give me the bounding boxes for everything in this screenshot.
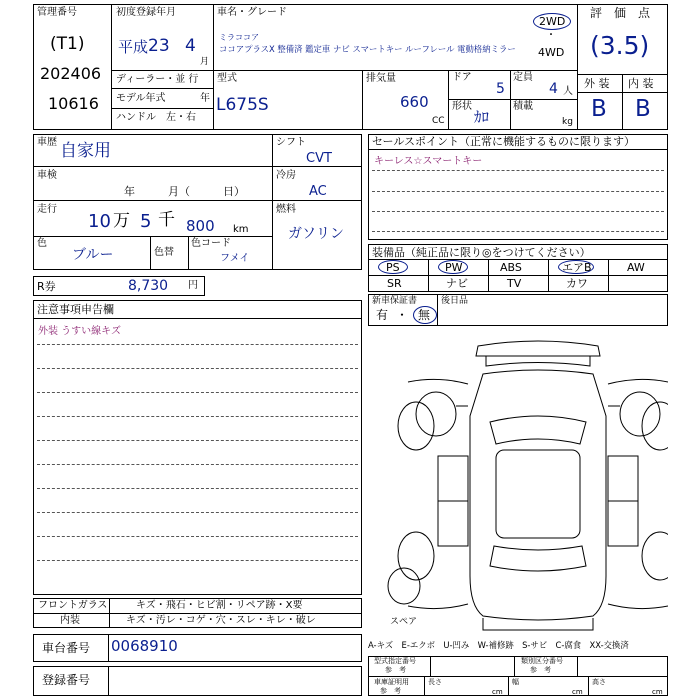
door: 5	[496, 81, 505, 97]
kanri-num1: 202406	[40, 64, 102, 83]
katashiki: L675S	[216, 95, 269, 115]
sales-label: セールスポイント（正常に機能するものに限ります）	[372, 135, 636, 148]
drive-dot: ・	[546, 30, 556, 41]
sen: 千	[158, 210, 175, 230]
notes-line1: 外装 うすい線キズ	[38, 326, 121, 337]
nenryo: ガソリン	[288, 226, 344, 242]
model-year-label: モデル年式	[116, 93, 166, 104]
color-label: 色	[37, 238, 47, 249]
haba: 幅	[512, 678, 519, 686]
sekisai-label: 積載	[513, 101, 533, 112]
drive-4wd: 4WD	[538, 46, 565, 59]
score-int-label: 内 装	[628, 77, 654, 90]
equip-ps: PS	[386, 261, 400, 274]
katashiki-shitei-label: 型式指定番号	[374, 657, 416, 665]
warranty-ari: 有	[376, 308, 389, 322]
sanko2: 参 考	[530, 666, 551, 674]
equip-tv: TV	[507, 277, 522, 290]
sanko1: 参 考	[385, 666, 406, 674]
keijo: ｶﾛ	[474, 108, 490, 126]
mileage-rest: 800	[186, 217, 215, 235]
score-ext: B	[591, 96, 607, 122]
mileage-man: 10	[88, 211, 111, 232]
score-ext-label: 外 装	[584, 77, 610, 90]
ruibetsu-label: 類別区分番号	[521, 657, 563, 665]
reg-label: 初度登録年月	[116, 7, 176, 18]
warranty-label: 新車保証書	[372, 296, 418, 306]
warranty-nashi-circle	[413, 306, 437, 324]
rekki: 自家用	[60, 141, 111, 161]
chassis-label: 車台番号	[42, 641, 91, 655]
nenryo-label: 燃料	[276, 204, 296, 215]
equip-abs: ABS	[500, 261, 522, 274]
kanri-label: 管理番号	[37, 7, 77, 18]
nagasa: 長さ	[428, 678, 442, 686]
haba-cm: cm	[572, 688, 583, 696]
fg-label: フロントガラス	[38, 600, 108, 611]
chassis: 0068910	[111, 637, 178, 655]
fg-text: キズ・飛石・ヒビ割・リペア跡・X要	[136, 600, 303, 611]
nagasa-cm: cm	[492, 688, 503, 696]
haiki: 660	[400, 93, 429, 111]
equip-navi: ナビ	[446, 277, 468, 290]
sales-line1: キーレス☆スマートキー	[374, 156, 483, 167]
colorcode-label: 色コード	[191, 238, 231, 249]
cc-unit: CC	[432, 116, 445, 126]
yen-unit: 円	[188, 280, 198, 291]
handle-label: ハンドル 左・右	[116, 112, 196, 123]
score-value: (3.5)	[590, 31, 650, 60]
shaken-label: 車検	[37, 170, 57, 181]
km-unit: km	[233, 224, 249, 235]
colorcode: フメイ	[220, 253, 250, 264]
sanko3: 参 考	[380, 687, 401, 695]
rken-box	[33, 276, 205, 296]
equip-pw: PW	[445, 261, 463, 274]
takasa: 高さ	[592, 678, 606, 686]
equip-kawa: カワ	[566, 277, 588, 290]
shaken-fmt: 年 月（ 日）	[124, 185, 245, 198]
haiki-label: 排気量	[366, 73, 396, 84]
shomei-label: 車庫証明用	[374, 678, 409, 686]
reg-era: 平成	[118, 38, 149, 56]
color: ブルー	[72, 247, 114, 263]
legend: A-キズ E-エクボ U-凹み W-補修跡 S-サビ C-腐食 XX-交換済	[368, 640, 629, 650]
man: 万	[113, 211, 130, 231]
touroku-label: 登録番号	[42, 673, 91, 687]
shift-label: シフト	[276, 137, 306, 148]
teiin-label: 定員	[513, 72, 533, 83]
takasa-cm: cm	[652, 688, 663, 696]
equip-sr: SR	[387, 277, 402, 290]
reibou-label: 冷房	[276, 170, 296, 181]
keijo-label: 形状	[452, 101, 472, 112]
katashiki-label: 型式	[217, 73, 237, 84]
equip-label: 装備品（純正品に限り◎をつけてください）	[372, 246, 591, 259]
atohin-label: 後日品	[441, 296, 469, 306]
reg-month: 4	[185, 36, 196, 56]
mileage-label: 走行	[37, 204, 57, 215]
rken: 8,730	[128, 278, 169, 294]
year-unit: 年	[200, 93, 210, 104]
rekki-label: 車歴	[37, 137, 57, 148]
reg-year: 23	[148, 36, 170, 56]
shift: CVT	[306, 151, 332, 166]
mileage-sen: 5	[140, 211, 152, 232]
dealer-label: ディーラー・並 行	[116, 74, 199, 85]
spare-label: スペア	[390, 617, 418, 627]
name-line2: ココアプラスX 整備済 鑑定車 ナビ スマートキー ルーフレール 電動格納ミラー	[219, 44, 516, 54]
kg-unit: kg	[562, 117, 573, 127]
kanri-num2: 10616	[48, 94, 99, 113]
score-int: B	[635, 96, 651, 122]
rken-label: R券	[37, 280, 56, 293]
teiin-unit: 人	[563, 86, 573, 97]
name-label: 車名・グレード	[217, 7, 287, 18]
equip-aw: AW	[627, 261, 645, 274]
reg-month-unit: 月	[200, 57, 210, 67]
score-label: 評 価 点	[590, 6, 651, 20]
car-diagram	[368, 326, 668, 636]
door-label: ドア	[452, 72, 472, 83]
equip-airbag: エアB	[562, 261, 592, 274]
notes-label: 注意事項申告欄	[37, 303, 114, 316]
teiin: 4	[549, 81, 558, 97]
drive-2wd: 2WD	[539, 15, 566, 28]
nai-text: キズ・汚レ・コゲ・穴・スレ・キレ・破レ	[126, 615, 316, 626]
warranty-dot: ・	[396, 308, 409, 322]
warranty-nashi: 無	[418, 308, 431, 322]
irogae-label: 色替	[154, 247, 174, 258]
reibou: AC	[309, 184, 327, 199]
name-line1: ミラココア	[219, 33, 259, 42]
nai-label: 内装	[60, 615, 80, 626]
kanri-code: (T1)	[50, 34, 85, 54]
